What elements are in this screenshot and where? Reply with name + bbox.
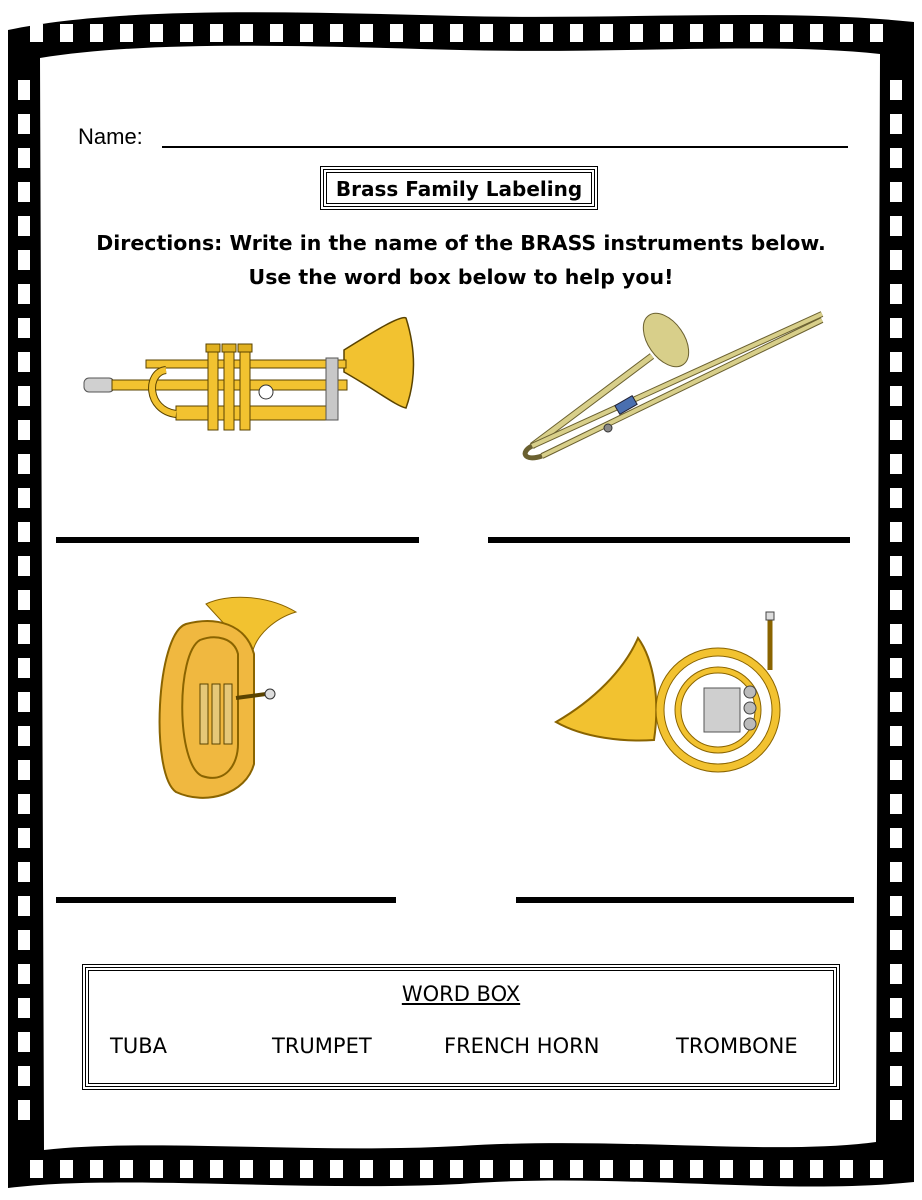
film-hole bbox=[60, 1160, 73, 1178]
tuba-icon bbox=[146, 594, 306, 804]
film-hole bbox=[890, 352, 902, 372]
film-hole bbox=[300, 24, 313, 42]
word-trombone: TROMBONE bbox=[676, 1034, 798, 1058]
film-hole bbox=[480, 1160, 493, 1178]
film-hole bbox=[840, 24, 853, 42]
film-hole bbox=[890, 556, 902, 576]
film-hole bbox=[390, 1160, 403, 1178]
film-hole bbox=[890, 658, 902, 678]
film-hole bbox=[18, 352, 30, 372]
film-hole bbox=[690, 1160, 703, 1178]
film-hole bbox=[150, 24, 163, 42]
film-hole bbox=[18, 1066, 30, 1086]
film-hole bbox=[540, 1160, 553, 1178]
film-hole bbox=[510, 24, 523, 42]
film-hole bbox=[120, 24, 133, 42]
film-hole bbox=[890, 590, 902, 610]
film-hole bbox=[18, 488, 30, 508]
film-hole bbox=[690, 24, 703, 42]
film-hole bbox=[890, 148, 902, 168]
film-hole bbox=[18, 454, 30, 474]
film-hole bbox=[18, 318, 30, 338]
name-write-line[interactable] bbox=[162, 146, 848, 148]
film-hole bbox=[360, 24, 373, 42]
film-hole bbox=[750, 24, 763, 42]
film-hole bbox=[890, 998, 902, 1018]
film-hole bbox=[480, 24, 493, 42]
title-box bbox=[320, 166, 598, 210]
film-hole bbox=[18, 522, 30, 542]
film-hole bbox=[890, 216, 902, 236]
film-hole bbox=[18, 556, 30, 576]
film-hole bbox=[890, 896, 902, 916]
film-hole bbox=[210, 24, 223, 42]
trumpet-icon bbox=[76, 310, 416, 450]
film-hole bbox=[60, 24, 73, 42]
film-hole bbox=[780, 1160, 793, 1178]
answer-line-3[interactable] bbox=[56, 897, 396, 903]
film-hole bbox=[18, 250, 30, 270]
film-hole bbox=[890, 1032, 902, 1052]
film-hole bbox=[870, 24, 883, 42]
film-hole bbox=[18, 964, 30, 984]
film-hole bbox=[890, 930, 902, 950]
film-hole bbox=[870, 1160, 883, 1178]
film-hole bbox=[810, 24, 823, 42]
film-hole bbox=[890, 114, 902, 134]
film-hole bbox=[890, 318, 902, 338]
film-hole bbox=[300, 1160, 313, 1178]
film-hole bbox=[30, 1160, 43, 1178]
film-hole bbox=[890, 964, 902, 984]
film-hole bbox=[270, 1160, 283, 1178]
word-tuba: TUBA bbox=[110, 1034, 167, 1058]
film-hole bbox=[890, 760, 902, 780]
film-hole bbox=[890, 1100, 902, 1120]
film-hole bbox=[890, 182, 902, 202]
word-french-horn: FRENCH HORN bbox=[444, 1034, 600, 1058]
film-hole bbox=[420, 1160, 433, 1178]
film-hole bbox=[890, 624, 902, 644]
film-hole bbox=[30, 24, 43, 42]
film-hole bbox=[18, 998, 30, 1018]
film-hole bbox=[570, 24, 583, 42]
film-hole bbox=[390, 24, 403, 42]
film-hole bbox=[18, 726, 30, 746]
film-hole bbox=[540, 24, 553, 42]
film-hole bbox=[450, 1160, 463, 1178]
film-hole bbox=[18, 216, 30, 236]
film-hole bbox=[330, 1160, 343, 1178]
film-hole bbox=[750, 1160, 763, 1178]
film-hole bbox=[180, 1160, 193, 1178]
film-hole bbox=[18, 930, 30, 950]
answer-line-1[interactable] bbox=[56, 537, 419, 543]
film-hole bbox=[890, 794, 902, 814]
film-hole bbox=[90, 24, 103, 42]
film-hole bbox=[18, 692, 30, 712]
directions-line-2: Use the word box below to help you! bbox=[248, 265, 674, 289]
film-hole bbox=[420, 24, 433, 42]
film-hole bbox=[890, 726, 902, 746]
answer-line-2[interactable] bbox=[488, 537, 850, 543]
film-hole bbox=[18, 658, 30, 678]
film-hole bbox=[890, 420, 902, 440]
film-hole bbox=[450, 24, 463, 42]
name-label: Name: bbox=[78, 124, 143, 149]
word-box bbox=[82, 964, 840, 1090]
film-hole bbox=[270, 24, 283, 42]
film-hole bbox=[630, 1160, 643, 1178]
film-hole bbox=[18, 420, 30, 440]
film-hole bbox=[660, 1160, 673, 1178]
film-hole bbox=[18, 896, 30, 916]
directions bbox=[40, 226, 882, 294]
film-hole bbox=[18, 862, 30, 882]
film-hole bbox=[360, 1160, 373, 1178]
film-hole bbox=[600, 24, 613, 42]
film-hole bbox=[240, 1160, 253, 1178]
film-hole bbox=[840, 1160, 853, 1178]
film-hole bbox=[630, 24, 643, 42]
film-hole bbox=[890, 386, 902, 406]
film-hole bbox=[330, 24, 343, 42]
film-hole bbox=[18, 1032, 30, 1052]
film-hole bbox=[890, 692, 902, 712]
film-hole bbox=[18, 1100, 30, 1120]
film-hole bbox=[660, 24, 673, 42]
film-hole bbox=[18, 828, 30, 848]
film-hole bbox=[90, 1160, 103, 1178]
film-hole bbox=[890, 1066, 902, 1086]
film-hole bbox=[600, 1160, 613, 1178]
trombone-icon bbox=[512, 306, 832, 466]
directions-line-1: Directions: Write in the name of the BRASS instruments below. bbox=[96, 231, 826, 255]
word-box-title: WORD BOX bbox=[401, 982, 521, 1006]
film-hole bbox=[18, 386, 30, 406]
film-hole bbox=[18, 624, 30, 644]
word-trumpet: TRUMPET bbox=[272, 1034, 372, 1058]
film-hole bbox=[890, 80, 902, 100]
film-hole bbox=[720, 24, 733, 42]
film-hole bbox=[18, 590, 30, 610]
film-hole bbox=[150, 1160, 163, 1178]
film-hole bbox=[18, 760, 30, 780]
film-hole bbox=[510, 1160, 523, 1178]
film-hole bbox=[890, 454, 902, 474]
film-hole bbox=[18, 284, 30, 304]
film-hole bbox=[890, 522, 902, 542]
film-hole bbox=[810, 1160, 823, 1178]
film-hole bbox=[890, 250, 902, 270]
film-hole bbox=[210, 1160, 223, 1178]
page-title: Brass Family Labeling bbox=[335, 177, 583, 201]
film-hole bbox=[18, 80, 30, 100]
name-row bbox=[78, 122, 848, 154]
film-hole bbox=[570, 1160, 583, 1178]
film-hole bbox=[890, 284, 902, 304]
film-hole bbox=[780, 24, 793, 42]
film-hole bbox=[18, 794, 30, 814]
film-hole bbox=[18, 148, 30, 168]
film-hole bbox=[18, 114, 30, 134]
answer-line-4[interactable] bbox=[516, 897, 854, 903]
film-hole bbox=[720, 1160, 733, 1178]
french-horn-icon bbox=[554, 610, 794, 780]
film-hole bbox=[240, 24, 253, 42]
film-hole bbox=[890, 828, 902, 848]
film-hole bbox=[890, 862, 902, 882]
film-hole bbox=[890, 488, 902, 508]
film-hole bbox=[180, 24, 193, 42]
film-hole bbox=[18, 182, 30, 202]
film-hole bbox=[120, 1160, 133, 1178]
